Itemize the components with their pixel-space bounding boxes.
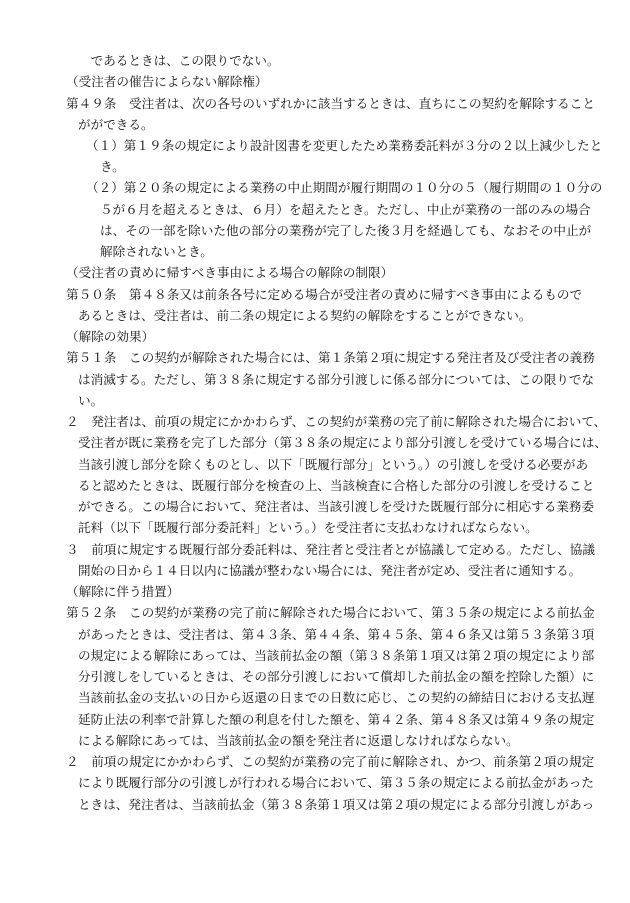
text-line: 解除されないとき。 xyxy=(100,244,213,259)
text-line: 当該前払金の支払いの日から返還の日までの日数に応じ、この契約の締結日における支払遅 xyxy=(78,690,595,705)
paragraph-line: ３ 前項に規定する既履行部分委託料は、発注者と受注者とが協議して定める。ただし、協議 xyxy=(66,542,595,557)
article-line: 第５１条 この契約が解除された場合には、第１条第２項に規定する発注者及び受注者の義務 xyxy=(66,350,595,365)
text-line: 延防止法の利率で計算した額の利息を付した額を、第４２条、第４８条又は第４９条の規定 xyxy=(78,712,595,727)
text-line: は、その一部を除いた他の部分の業務が完了した後３月を経過しても、なおその中止が xyxy=(100,223,592,238)
text-line: 託料（以下「既履行部分委託料」という。）を受注者に支払わなければならない。 xyxy=(78,520,538,535)
article-line: 第５２条 この契約が業務の完了前に解除された場合において、第３５条の規定による前払金 xyxy=(66,605,595,620)
item-line: （２）第２０条の規定による業務の中止期間が履行期間の１０分の５（履行期間の１０分の xyxy=(86,180,603,195)
article-line: 第５０条 第４８条又は前条各号に定める場合が受注者の責めに帰すべき事由によるもので xyxy=(66,287,583,302)
section-heading: （解除の効果） xyxy=(66,329,155,344)
text-line: き。 xyxy=(100,159,125,174)
text-line: による解除にあっては、当該前払金の額を発注者に返還しなければならない。 xyxy=(78,733,519,748)
item-line: （１）第１９条の規定により設計図書を変更したため業務委託料が３分の２以上減少したと xyxy=(86,138,603,153)
paragraph-line: ２ 発注者は、前項の規定にかかわらず、この契約が業務の完了前に解除された場合において、 xyxy=(66,414,607,429)
text-line: ると認めたときは、既履行部分を検査の上、当該検査に合格した部分の引渡しを受けること xyxy=(78,478,595,493)
text-line: があったときは、受注者は、第４３条、第４４条、第４５条、第４６条又は第５３条第３項 xyxy=(78,627,595,642)
text-line: 分引渡しをしているときは、その部分引渡しにおいて償却した前払金の額を控除した額）に xyxy=(78,669,595,684)
text-line: ５が６月を超えるときは、６月）を超えたとき。ただし、中止が業務の一部のみの場合 xyxy=(100,202,591,217)
text-line: により既履行部分の引渡しが行われる場合において、第３５条の規定による前払金があった xyxy=(78,775,594,790)
text-line: 受注者が既に業務を完了した部分（第３８条の規定により部分引渡しを受けている場合には、 xyxy=(78,435,607,450)
article-line: 第４９条 受注者は、次の各号のいずれかに該当するときは、直ちにこの契約を解除すること xyxy=(66,96,595,111)
text-line: の規定による解除にあっては、当該前払金の額（第３８条第１項又は第２項の規定により部 xyxy=(78,648,595,663)
text-line: 開始の日から１４日以内に協議が整わない場合には、発注者が定め、受注者に通知する。 xyxy=(78,563,582,578)
text-line: がができる。 xyxy=(78,117,154,132)
text-line: あるときは、受注者は、前二条の規定による契約の解除をすることができない。 xyxy=(78,308,532,323)
text-line: であるときは、この限りでない。 xyxy=(78,53,280,68)
text-line: 当該引渡し部分を除くものとし、以下「既履行部分」という。）の引渡しを受ける必要があ xyxy=(78,457,589,472)
paragraph-line: ２ 前項の規定にかかわらず、この契約が業務の完了前に解除され、かつ、前条第２項の規定 xyxy=(66,754,595,769)
text-line: い。 xyxy=(78,393,104,408)
section-heading: （受注者の責めに帰すべき事由による場合の解除の制限） xyxy=(66,265,394,280)
text-line: ときは、発注者は、当該前払金（第３８条第１項又は第２項の規定による部分引渡しがあっ xyxy=(78,797,595,812)
text-line: ができる。この場合において、発注者は、当該引渡しを受けた既履行部分に相応する業務委 xyxy=(78,499,595,514)
section-heading: （解除に伴う措置） xyxy=(66,584,180,599)
section-heading: （受注者の催告によらない解除権） xyxy=(66,74,268,89)
text-line: は消滅する。ただし、第３８条に規定する部分引渡しに係る部分については、この限りでな xyxy=(78,372,595,387)
